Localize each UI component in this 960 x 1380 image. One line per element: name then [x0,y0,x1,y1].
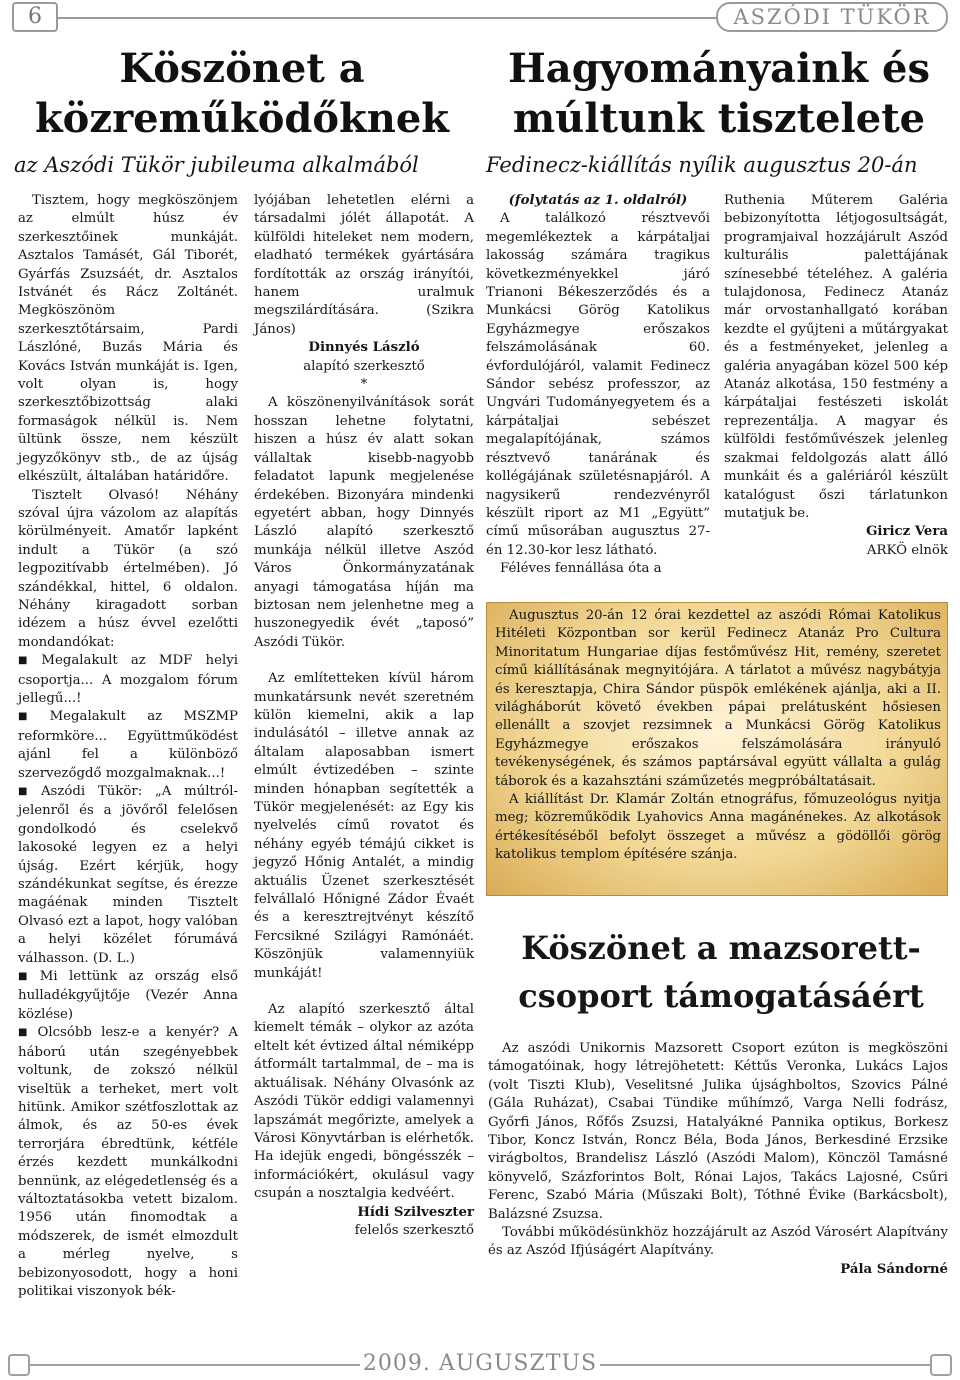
right-article-column-2 [724,192,948,560]
separator: * [360,377,368,393]
paragraph: Féléves fennállása óta a [500,561,662,577]
signature-role: alapító szerkesztő [303,358,425,374]
bottom-article-body [488,1040,948,1279]
issue-date: 2009. AUGUSZTUS [360,1350,600,1378]
paragraph: Az említetteken kívül három munkatársunk nevét szeretném külön kiemelni, akik a lap indulásától – illetve annak az általam alaposabban ismert elmúlt évtizedében – szinte minden hónapban segítették a Tükör megjelenését: az Egy kis nyelvelés című rovatot és néhány egyéb témájú cikket is jegyző Hőnig Antalét, a mindig aktuális Üzenet szerkesztését felvállaló Hőnigné Zádor Évaét és a keresztrejtvényt készítő Fercsikné Szilágyi Ramónáét. Köszönjük valamennyiük munkáját! [254,671,474,981]
quote-bullet: ■ Megalakult az MDF helyi csoportja... A mozgalom fórum jellegű...! [18,652,238,708]
paragraph: A találkozó résztvevői megemlékeztek a kárpátaljai lakosság számára tragikus következményekkel járó Trianoni Békeszerződés és a Munkácsi Görög Katolikus Egyházmegye erőszakos felszámolásának 60. évfordulójáról, valamit Fedinecz Sándor sebész professzor, az Ungvári Tudományegyetem és a kárpátaljai sebészet megalapítójának, számos résztvevő tanárának és kollégájának születésnapjáról. A nagysikerű rendezvényről készült riport az M1 „Együtt” című műsorában augusztus 27-én 12.30-kor lesz látható. [486,211,710,558]
signature-name: Dinnyés László [308,340,420,356]
right-article-subtitle: Fedinecz-kiállítás nyílik augusztus 20-án [486,153,918,177]
left-article-column-2 [254,192,474,1240]
quote-bullet: ■ Megalakult az MSZMP reformköre... Együttműködést ajánl fel a különböző szervezőgdő mozgalmaknak...! [18,708,238,783]
paragraph: További működésünkhöz hozzájárult az Aszód Városért Alapítvány és az Aszód Ifjúságért Alapítvány. [488,1225,948,1259]
exhibition-announcement-box [486,602,948,896]
left-article-title: Köszönet a közreműködőknek [34,45,450,142]
masthead: ASZÓDI TÜKÖR [716,2,948,32]
signature-role: felelős szerkesztő [354,1222,474,1238]
paragraph: Augusztus 20-án 12 órai kezdettel az aszódi Római Katolikus Hitéleti Központban sor kerül Fedinecz Atanáz Pro Cultura Minoritatum Hungariae díjas festőművész Hit, remény, szeretet című kiállításának megnyitójára. A tárlatot a művész nagybátyja és keresztapja, Chira Sándor püspök emlékének ajánlja, aki a II. világháborút követő években pápai prelátusként hősiesen ellenállt a szovjet rezsimnek a Munkácsi Görög Katolikus Egyházmegye erőszakos felszámolására irányuló tevékenységének, és számos paptársával együtt vállalta a gulág táborok és a kazahsztáni száműzetés megpróbáltatásait. [495,608,941,789]
signature-name: Pála Sándorné [840,1261,948,1277]
quote-bullet: ■ Olcsóbb lesz-e a kenyér? A háború után szegényebbek voltunk, de zokszó nélkül viseltük a terheket, mert volt hitünk. Amikor szétfoszlottak az álmok, és az 50-es évek terrorjára ébredtünk, kétféle érzés kezdett munkálkodni bennünk, az elégedetlenség és a változtatásokba vetett bizalom. 1956 után finomodtak a módszerek, de ismét elmozdult a mérleg nyelve, s bebizonyosodott, hogy a honi politikai viszonyok bék- [18,1024,238,1301]
paragraph: Az alapító szerkesztő által kiemelt témák – olykor az azóta eltelt két évtized által némiképp átformált tartalmmal, de – ma is aktuálisak. Néhány Olvasónk az Aszódi Tükör eddigi valamennyi lapszámát megőrizte, amelyek a Városi Könyvtárban is elérhetők. Ha idejük engedi, böngésszék – információkért, okulásul vagy csupán a nosztalgia kedvéért. [254,1002,474,1202]
page-header [0,0,960,36]
paragraph: Tisztelt Olvasó! Néhány szóval újra vázolom az alapítás körülményeit. Amatőr lapként indult a Tükör (a szó legpozitívabb értelmében). Jó szándékkal, hittel, 6 oldalon. Néhány kiragadott sorban idézem a húsz évvel ezelőtti mondandókat: [18,487,238,650]
page-number: 6 [12,2,58,32]
footer-ornament-right [930,1354,952,1376]
right-article-title: Hagyományaink és múltunk tisztelete [508,45,930,142]
paragraph: Az aszódi Unikornis Mazsorett Csoport ezúton is megköszöni támogatóinak, hogy létrejöhetett: Kéttűs Veronka, Lukács Lajos (volt Tiszti Klub), Veselitsné Julika újsághboltos, Szovics Pálné (Gála Ruházat), Csabai Tündike műhímző, Varga Nelli fodrász, Győrfi János, Rőfős Zsuzsi, Hatalyákné Pannika optikus, Borkesz Tibor, Koncz István, Roncz Béla, Boda János, Berkesdiné Erzsike virágboltos, Brandelisz László (Aszódi Malom), Könczöl Tamásné könyvelő, Százforintos Bolt, Rónai Lajos, Takács Lajosné, Csűri Ferenc, Szabó Mária (Műszaki Bolt), Tóthné Évike (Barkácsbolt), Balázsné Zsuzsa. [488,1041,948,1222]
paragraph: A köszönenyilvánítások sorát hosszan lehetne folytatni, hiszen a húsz év alatt sokan vállaltak kisebb-nagyobb feladatot lapunk megjelenése érdekében. Bizonyára mindenki egyetért abban, hogy Dinnyés László alapító szerkesztő munkája nélkül illetve Aszód Város Önkormányzatának anyagi támogatása híján ma biztosan nem jelenhetne meg a huszonegyedik évét „taposó” Aszódi Tükör. [254,395,474,650]
footer-ornament-left [8,1354,30,1376]
quote-bullet: ■ Mi lettünk az ország első hulladékgyűjtője (Vezér Anna közlése) [18,968,238,1024]
quote-bullet: ■ Aszódi Tükör: „A múltról-jelenről és a jövőről felelősen gondolkodó és cselekvő lakosoké legyen ez a helyi újság. Ezért kérjük, hogy szándékunkat segítse, és érezze magáénak minden Tisztelt Olvasó ezt a lapot, hogy valóban a helyi közélet fórumává válhasson. (D. L.) [18,783,238,968]
right-article-column-1 [486,192,710,579]
left-article-column-1 [18,192,238,1301]
page-footer [0,1350,960,1380]
bottom-article-title: Köszönet a mazsorett-csoport támogatásáért [518,929,924,1015]
paragraph: Ruthenia Műterem Galéria bebizonyította létjogosultságát, programjaival hozzájárult Aszód kulturális palettájának színesebbé tételéhez. A galéria tulajdonosa, Fedinecz Atanáz már orvostanhallgató korában kezdte el gyűjteni a műtárgyakat és a festményeket, jelenleg a galéria anyagában közel 500 kép Atanáz alkotása, 150 festmény a kárpátaljai festészeti iskolát reprezentálja. A magyar és külföldi festőművészek jelenleg szakmai feldolgozás alatt álló munkáit és a galériáról készült katalógust őszi tárlatunkon mutatjuk be. [724,193,948,521]
paragraph: lyójában lehetetlen elérni a társadalmi jólét állapotát. A külföldi hiteleket nem modern, eladható termékek gyártására fordították az ország irányítói, hanem uralmuk megszilárdítására. (Szikra János) [254,193,474,337]
header-rule [56,17,716,19]
continuation-note: (folytatás az 1. oldalról) [508,193,688,208]
signature-name: Giricz Vera [866,524,948,540]
paragraph: Tisztem, hogy megköszönjem az elmúlt húsz év szerkesztőinek munkáját. Asztalos Tamásét, Gál Tiborét, Gyárfás Zsuzsáét, dr. Asztalos Istvánét és Rácz Zoltánét. Megköszönöm szerkesztőtársaim, Pardi Lászlóné, Buzás Mária és Kovács István munkáját is. Igen, volt olyan is, hogy szerkesztőbizottság alaki formaságok nélkül is. Nem ültünk össze, nem készült jegyzőkönyv stb., de az újság elkészült, általában határidőre. [18,193,238,485]
left-article-subtitle: az Aszódi Tükör jubileuma alkalmából [14,153,419,177]
paragraph: A kiállítást Dr. Klamár Zoltán etnográfus, főmuzeológus nyitja meg; közreműködik Lyahovics Anna magánénekes. Az alkotások értékesítéséből befolyt összeget a művész a gödöllői görög katolikus templom építésére szánja. [495,792,941,863]
signature-name: Hídi Szilveszter [357,1204,474,1220]
signature-role: ARKÖ elnök [866,542,948,558]
